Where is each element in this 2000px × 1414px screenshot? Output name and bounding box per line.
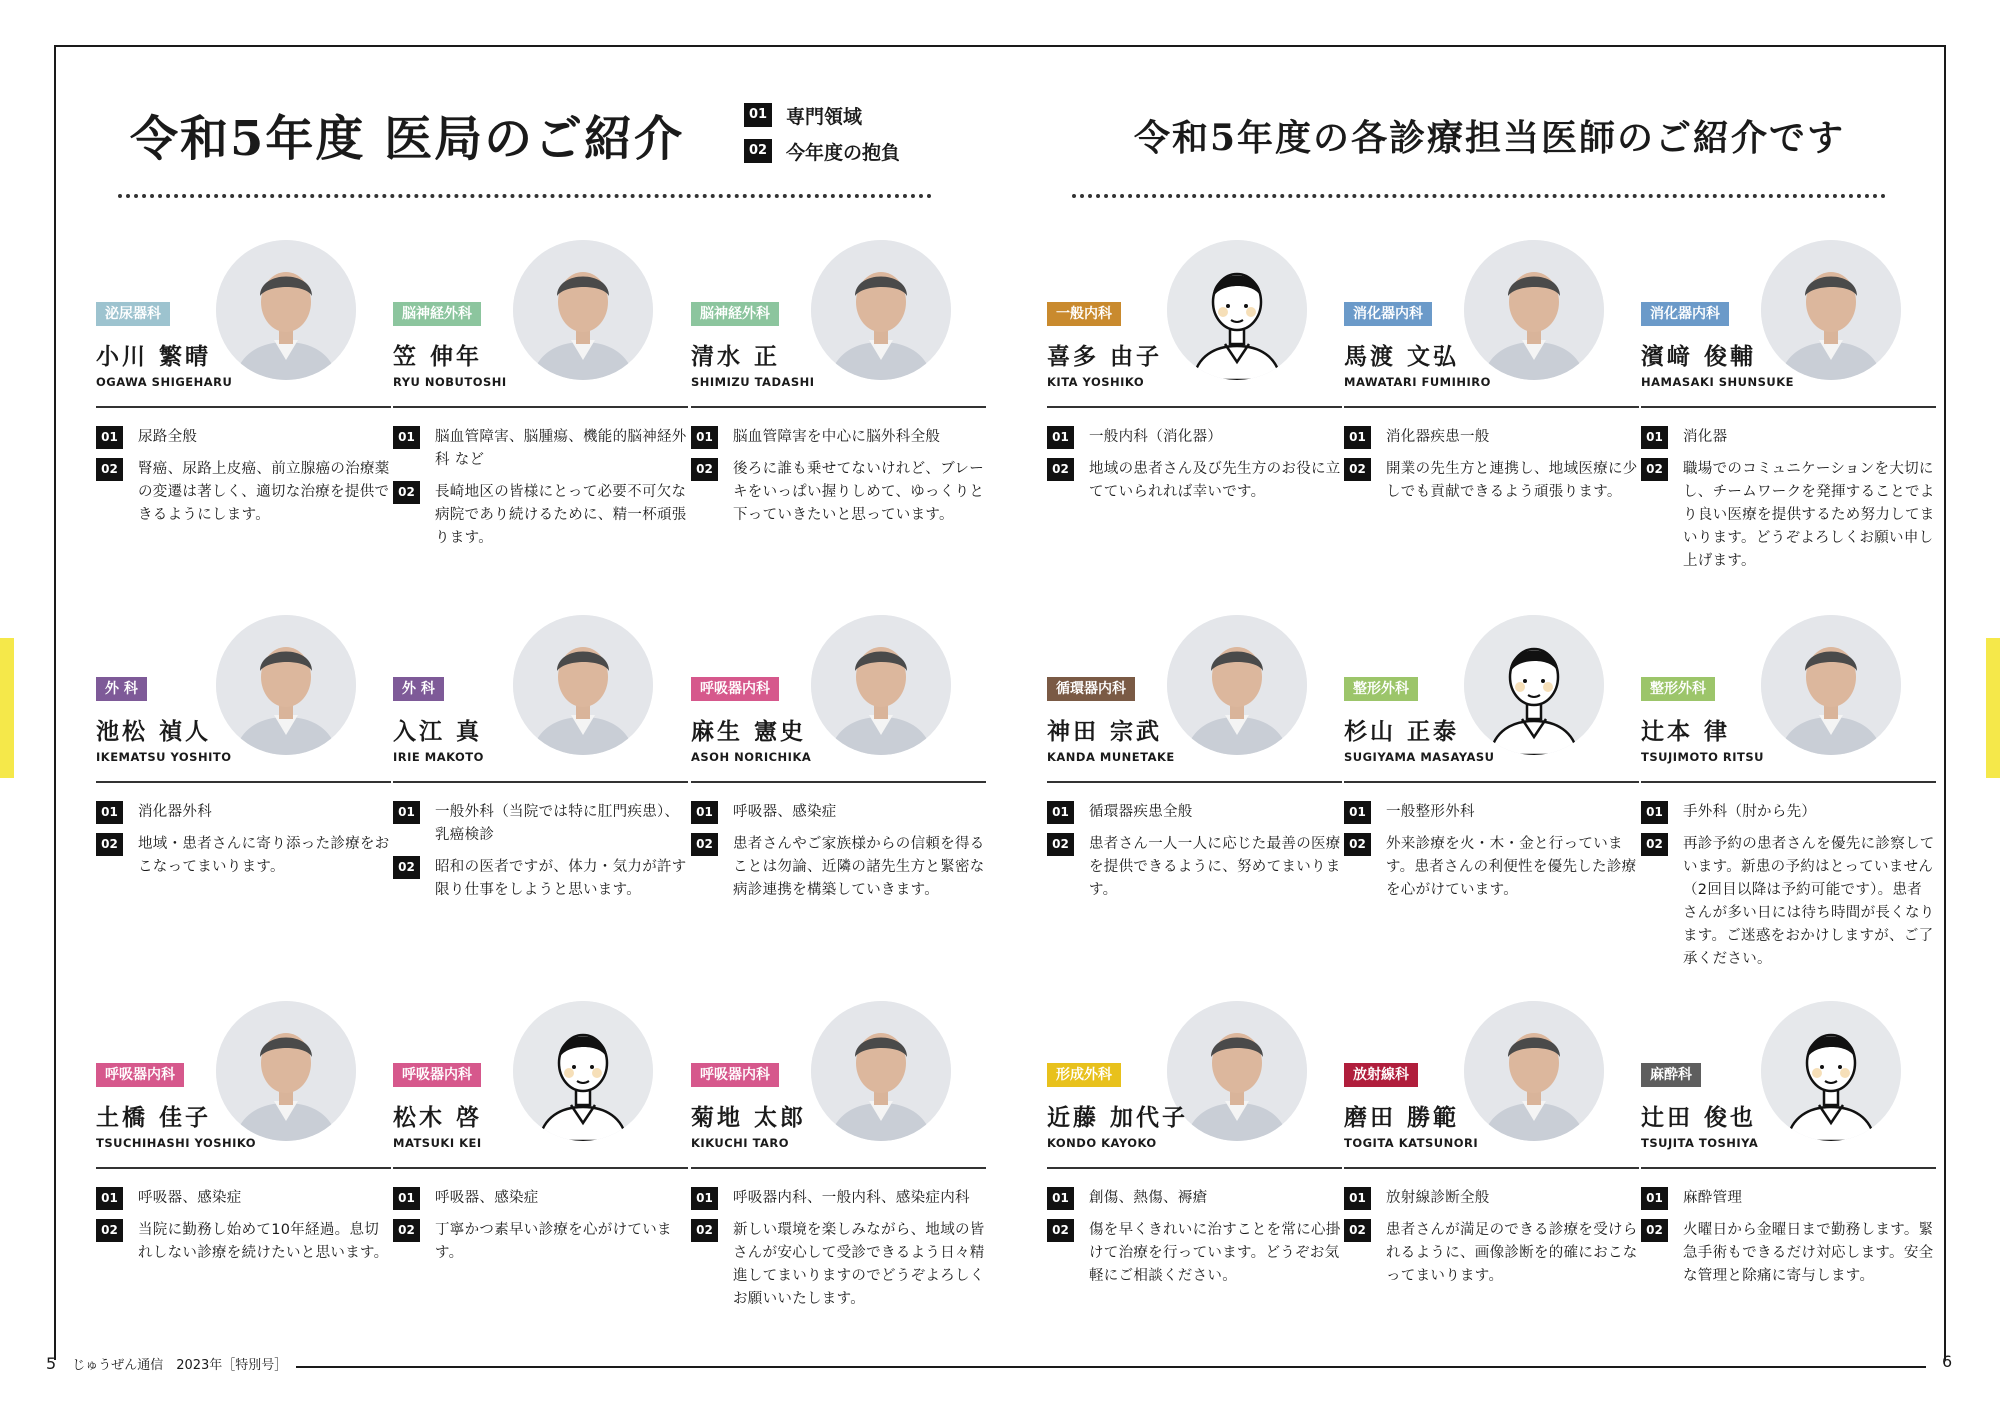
goal-text: 長崎地区の皆様にとって必要不可欠な病院であり続けるために、精一杯頑張ります。 [435,484,687,546]
doctor-name-roman: TSUCHIHASHI YOSHIKO [96,1136,257,1150]
doctor-details [1047,801,1342,911]
doctor-name-roman: SUGIYAMA MASAYASU [1344,750,1495,764]
specialty-row [1641,1187,1936,1210]
specialty-text: 呼吸器、感染症 [435,1190,539,1206]
doctor-details [96,801,391,888]
department-badge: 外 科 [96,677,147,701]
doctor-name-roman: HAMASAKI SHUNSUKE [1641,375,1795,389]
doctor-name: 菊地 太郎 [691,1105,807,1131]
goal-text: 職場でのコミュニケーションを大切にし、チームワークを発揮することでより良い医療を提供するため努力してまいります。どうぞよろしくお願い申し上げます。 [1683,461,1935,569]
card-divider [393,781,688,783]
department-badge: 麻酔科 [1641,1063,1701,1087]
specialty-row [1344,426,1639,449]
doctor-name-roman: MATSUKI KEI [393,1136,482,1150]
doctor-name: 池松 禎人 [96,719,212,745]
card-divider [393,1167,688,1169]
doctor-name-roman: KANDA MUNETAKE [1047,750,1175,764]
department-badge: 脳神経外科 [393,302,481,326]
specialty-text: 一般内科（消化器） [1089,429,1223,445]
department-badge: 脳神経外科 [691,302,779,326]
goal-row [1047,458,1342,504]
doctor-details [393,426,688,559]
specialty-row [1641,801,1936,824]
specialty-row [1047,801,1342,824]
specialty-text: 放射線診断全般 [1386,1190,1490,1206]
item-number-02: 02 [1344,458,1371,481]
doctor-photo [216,240,356,380]
goal-text: 腎癌、尿路上皮癌、前立腺癌の治療薬の変遷は著しく、適切な治療を提供できるようにします。 [138,461,390,523]
card-divider [691,1167,986,1169]
doctor-details [691,426,986,536]
goal-row [393,856,688,902]
doctor-illustration [1761,1001,1901,1141]
department-badge: 循環器内科 [1047,677,1135,701]
item-number-01: 01 [1344,801,1371,824]
legend-number: 02 [744,139,772,163]
department-badge: 整形外科 [1344,677,1418,701]
doctor-name: 清水 正 [691,344,781,370]
item-number-02: 02 [393,481,420,504]
goal-text: 開業の先生方と連携し、地域医療に少しでも貢献できるよう頑張ります。 [1386,461,1638,500]
item-number-02: 02 [1344,1219,1371,1242]
doctor-name: 松木 啓 [393,1105,483,1131]
page-number-right: 6 [1942,1352,1953,1371]
goal-row [691,833,986,902]
legend-row [744,102,900,128]
specialty-row [1047,1187,1342,1210]
goal-row [1344,458,1639,504]
page-frame-right [1944,45,1946,1360]
doctor-details [1047,1187,1342,1297]
doctor-name: 馬渡 文弘 [1344,344,1460,370]
item-number-01: 01 [1344,426,1371,449]
doctor-photo [216,1001,356,1141]
doctor-details [691,801,986,911]
doctor-photo [811,615,951,755]
doctor-illustration [1464,615,1604,755]
goal-row [393,1219,688,1265]
legend-number: 01 [744,103,772,127]
goal-row [1641,458,1936,573]
item-number-01: 01 [96,1187,123,1210]
item-number-02: 02 [393,1219,420,1242]
specialty-text: 循環器疾患全般 [1089,804,1193,820]
goal-text: 新しい環境を楽しみながら、地域の皆さんが安心して受診できるよう日々精進してまいりますのでどうぞよろしくお願いいたします。 [733,1222,985,1307]
doctor-name: 麻生 憲史 [691,719,807,745]
doctor-name-roman: SHIMIZU TADASHI [691,375,815,389]
department-badge: 外 科 [393,677,444,701]
goal-text: 外来診療を火・木・金と行っています。患者さんの利便性を優先した診療を心がけています。 [1386,836,1637,898]
specialty-row [1641,426,1936,449]
page-subtitle: 令和5年度の各診療担当医師のご紹介です [1134,117,1846,159]
item-number-01: 01 [691,801,718,824]
item-number-02: 02 [691,458,718,481]
specialty-row [1344,801,1639,824]
card-divider [1047,1167,1342,1169]
doctor-details [1641,801,1936,980]
doctor-details [393,1187,688,1274]
goal-row [1047,833,1342,902]
specialty-text: 創傷、熱傷、褥瘡 [1089,1190,1208,1206]
card-divider [1047,781,1342,783]
item-number-01: 01 [691,1187,718,1210]
doctor-photo [1167,615,1307,755]
item-number-02: 02 [96,833,123,856]
department-badge: 消化器内科 [1344,302,1432,326]
item-number-01: 01 [1047,1187,1074,1210]
goal-row [1344,833,1639,902]
publication-name: じゅうぜん通信 2023年［特別号］ [72,1358,288,1373]
specialty-row [691,801,986,824]
page-title: 令和5年度 医局のご紹介 [130,111,685,167]
goal-text: 地域・患者さんに寄り添った診療をおこなってまいります。 [138,836,390,875]
item-number-01: 01 [1344,1187,1371,1210]
specialty-row [691,426,986,449]
doctor-photo [1464,1001,1604,1141]
item-number-01: 01 [1047,801,1074,824]
doctor-photo [1761,615,1901,755]
goal-text: 昭和の医者ですが、体力・気力が許す限り仕事をしようと思います。 [435,859,687,898]
specialty-row [393,1187,688,1210]
doctor-name: 土橋 佳子 [96,1105,212,1131]
item-number-01: 01 [96,426,123,449]
doctor-photo [811,240,951,380]
item-number-01: 01 [691,426,718,449]
item-number-01: 01 [393,426,420,449]
goal-row [96,458,391,527]
department-badge: 呼吸器内科 [691,677,779,701]
goal-row [1641,833,1936,971]
doctor-name-roman: ASOH NORICHIKA [691,750,812,764]
side-tab-left [0,638,14,778]
item-number-02: 02 [96,1219,123,1242]
doctor-name-roman: RYU NOBUTOSHI [393,375,507,389]
legend-label: 今年度の抱負 [786,141,901,164]
side-tab-right [1986,638,2000,778]
doctor-name: 杉山 正泰 [1344,719,1460,745]
specialty-text: 消化器外科 [138,804,212,820]
doctor-details [1344,801,1639,911]
doctor-name-roman: KONDO KAYOKO [1047,1136,1157,1150]
doctor-name: 入江 真 [393,719,483,745]
footer-rule [296,1366,1926,1368]
goal-text: 患者さん一人一人に応じた最善の医療を提供できるように、努めてまいります。 [1089,836,1341,898]
doctor-name: 笠 伸年 [393,344,483,370]
department-badge: 呼吸器内科 [691,1063,779,1087]
doctor-name-roman: OGAWA SHIGEHARU [96,375,233,389]
doctor-name: 小川 繁晴 [96,344,212,370]
doctor-illustration [1167,240,1307,380]
department-badge: 泌尿器科 [96,302,170,326]
department-badge: 放射線科 [1344,1063,1418,1087]
dotted-divider-left [118,194,932,198]
goal-row [691,1219,986,1311]
specialty-text: 一般整形外科 [1386,804,1475,820]
legend [744,102,900,174]
card-divider [1047,406,1342,408]
dotted-divider-right [1072,194,1886,198]
department-badge: 一般内科 [1047,302,1121,326]
goal-text: 火曜日から金曜日まで勤務します。緊急手術もできるだけ対応します。安全な管理と除痛に寄与します。 [1683,1222,1934,1284]
card-divider [691,781,986,783]
doctor-name: 神田 宗武 [1047,719,1163,745]
specialty-text: 一般外科（当院では特に肛門疾患）、乳癌検診 [435,804,680,843]
specialty-text: 消化器 [1683,429,1728,445]
item-number-01: 01 [1641,801,1668,824]
department-badge: 整形外科 [1641,677,1715,701]
specialty-row [393,801,688,847]
item-number-02: 02 [1047,1219,1074,1242]
item-number-01: 01 [1641,426,1668,449]
item-number-01: 01 [1641,1187,1668,1210]
doctor-name: 近藤 加代子 [1047,1105,1189,1131]
doctor-details [96,1187,391,1274]
item-number-01: 01 [96,801,123,824]
item-number-02: 02 [393,856,420,879]
doctor-name-roman: TSUJITA TOSHIYA [1641,1136,1759,1150]
doctor-name: 濱﨑 俊輔 [1641,344,1757,370]
specialty-row [1344,1187,1639,1210]
card-divider [1641,406,1936,408]
specialty-text: 呼吸器、感染症 [138,1190,242,1206]
specialty-text: 脳血管障害、脳腫瘍、機能的脳神経外科 など [435,429,687,468]
goal-row [1641,1219,1936,1288]
item-number-02: 02 [1047,458,1074,481]
department-badge: 呼吸器内科 [393,1063,481,1087]
doctor-details [1344,1187,1639,1297]
specialty-text: 呼吸器、感染症 [733,804,837,820]
goal-text: 当院に勤務し始めて10年経過。息切れしない診療を続けたいと思います。 [138,1222,389,1261]
doctor-details [1641,1187,1936,1297]
item-number-02: 02 [1047,833,1074,856]
doctor-name: 喜多 由子 [1047,344,1163,370]
item-number-01: 01 [393,1187,420,1210]
card-divider [1641,781,1936,783]
item-number-02: 02 [1344,833,1371,856]
specialty-row [691,1187,986,1210]
doctor-photo [811,1001,951,1141]
goal-text: 傷を早くきれいに治すことを常に心掛けて治療を行っています。どうぞお気軽にご相談ください。 [1089,1222,1341,1284]
goal-row [96,1219,391,1265]
specialty-row [393,426,688,472]
goal-row [691,458,986,527]
doctor-name-roman: IRIE MAKOTO [393,750,484,764]
doctor-name-roman: MAWATARI FUMIHIRO [1344,375,1491,389]
specialty-text: 尿路全般 [138,429,198,445]
goal-row [1047,1219,1342,1288]
item-number-01: 01 [393,801,420,824]
doctor-name-roman: KITA YOSHIKO [1047,375,1145,389]
card-divider [691,406,986,408]
card-divider [1641,1167,1936,1169]
specialty-row [96,801,391,824]
doctor-name-roman: IKEMATSU YOSHITO [96,750,232,764]
page-frame-left [54,45,56,1360]
goal-row [96,833,391,879]
doctor-photo [216,615,356,755]
item-number-02: 02 [1641,833,1668,856]
specialty-text: 呼吸器内科、一般内科、感染症内科 [733,1190,970,1206]
doctor-photo [513,240,653,380]
doctor-details [1047,426,1342,513]
card-divider [1344,781,1639,783]
department-badge: 呼吸器内科 [96,1063,184,1087]
goal-text: 再診予約の患者さんを優先に診察しています。新患の予約はとっていません（2回目以降は予約可能です）。患者さんが多い日には待ち時間が長くなります。ご迷惑をおかけしますが、ご了承ください。 [1683,836,1935,967]
doctor-illustration [513,1001,653,1141]
doctor-name: 磨田 勝範 [1344,1105,1460,1131]
page-number-left: 5 [46,1354,57,1373]
doctor-details [1344,426,1639,513]
card-divider [96,406,391,408]
goal-row [1344,1219,1639,1288]
specialty-row [96,1187,391,1210]
specialty-text: 麻酔管理 [1683,1190,1743,1206]
legend-row [744,138,900,164]
card-divider [1344,1167,1639,1169]
item-number-01: 01 [1047,426,1074,449]
specialty-row [96,426,391,449]
item-number-02: 02 [1641,1219,1668,1242]
doctor-details [393,801,688,911]
doctor-name: 辻本 律 [1641,719,1731,745]
doctor-name: 辻田 俊也 [1641,1105,1757,1131]
doctor-photo [1761,240,1901,380]
specialty-text: 消化器疾患一般 [1386,429,1490,445]
card-divider [393,406,688,408]
doctor-name-roman: TSUJIMOTO RITSU [1641,750,1764,764]
goal-text: 丁寧かつ素早い診療を心がけています。 [435,1222,672,1261]
doctor-name-roman: KIKUCHI TARO [691,1136,790,1150]
doctor-details [691,1187,986,1320]
page-frame-top [54,45,1946,47]
goal-text: 患者さんやご家族様からの信頼を得ることは勿論、近隣の諸先生方と緊密な病診連携を構築していきます。 [733,836,985,898]
goal-text: 地域の患者さん及び先生方のお役に立てていられれば幸いです。 [1089,461,1341,500]
doctor-photo [513,615,653,755]
doctor-details [1641,426,1936,582]
item-number-02: 02 [691,833,718,856]
goal-text: 後ろに誰も乗せてないけれど、ブレーキをいっぱい握りしめて、ゆっくりと下っていきたいと思っています。 [733,461,985,523]
footer-left [46,1354,287,1373]
card-divider [1344,406,1639,408]
doctor-name-roman: TOGITA KATSUNORI [1344,1136,1479,1150]
card-divider [96,1167,391,1169]
department-badge: 消化器内科 [1641,302,1729,326]
item-number-02: 02 [96,458,123,481]
item-number-02: 02 [691,1219,718,1242]
specialty-text: 脳血管障害を中心に脳外科全般 [733,429,941,445]
legend-label: 専門領域 [786,105,863,128]
goal-row [393,481,688,550]
specialty-row [1047,426,1342,449]
specialty-text: 手外科（肘から先） [1683,804,1817,820]
doctor-photo [1464,240,1604,380]
goal-text: 患者さんが満足のできる診療を受けられるように、画像診断を的確におこなってまいります。 [1386,1222,1638,1284]
item-number-02: 02 [1641,458,1668,481]
card-divider [96,781,391,783]
department-badge: 形成外科 [1047,1063,1121,1087]
doctor-details [96,426,391,536]
